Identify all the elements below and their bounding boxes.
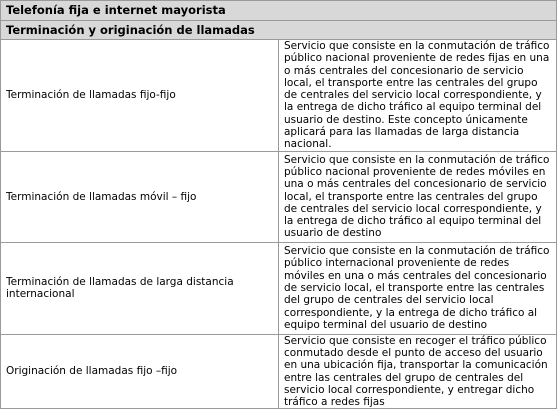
service-name: Terminación de llamadas de larga distancia internacional (1, 242, 279, 334)
service-description: Servicio que consiste en la conmutación de tráfico público internacional proveniente de redes móviles en una o más centrales del concesionario de servicio local, el transporte entre las centrales del grupo de centrales del servicio local correspondiente, y la entrega de dicho tráfico al equipo terminal del usuario de destino (279, 242, 557, 334)
service-description: Servicio que consiste en la conmutación de tráfico público nacional proveniente de redes fijas en una o más centrales del concesionario de servicio local, el transporte entre las centrales del grupo de centrales del servicio local correspondiente, y la entrega de dicho tráfico al equipo terminal del usuario de destino. Este concepto únicamente aplicará para las llamadas de larga distancia nacional. (279, 40, 557, 152)
service-name: Terminación de llamadas móvil – fijo (1, 151, 279, 242)
table-row (1, 242, 557, 334)
service-name: Originación de llamadas fijo –fijo (1, 334, 279, 409)
table-row (1, 40, 557, 152)
service-name: Terminación de llamadas fijo-fijo (1, 40, 279, 152)
section-header-row (1, 1, 557, 21)
service-description: Servicio que consiste en la conmutación de tráfico público nacional proveniente de redes móviles en una o más centrales del concesionario de servicio local, el transporte entre las centrales del grupo de centrales del servicio local correspondiente, y la entrega de dicho tráfico al equipo terminal del usuario de destino (279, 151, 557, 242)
service-description: Servicio que consiste en recoger el tráfico público conmutado desde el punto de acceso del usuario en una ubicación fija, transportar la comunicación entre las centrales del grupo de centrales del servicio local correspondiente, y entregar dicho tráfico a redes fijas (279, 334, 557, 409)
table-row (1, 334, 557, 409)
table-row (1, 151, 557, 242)
subsection-header-row (1, 21, 557, 40)
section-title: Telefonía fija e internet mayorista (1, 1, 557, 21)
subsection-title: Terminación y originación de llamadas (1, 21, 557, 40)
